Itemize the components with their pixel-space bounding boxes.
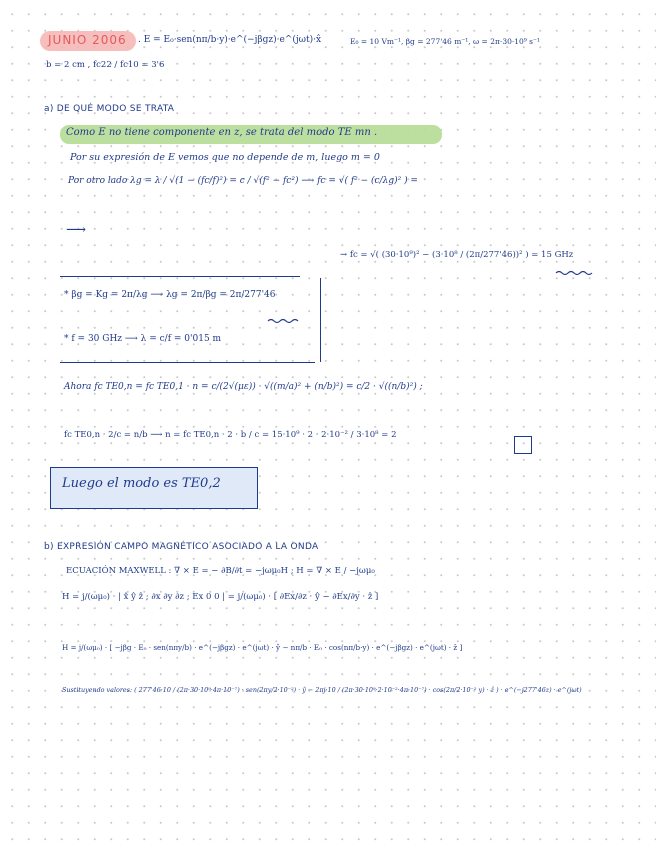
field-expression: . E = E₀·sen(nπ/b·y)·e^(−jβgz)·e^(jωt)·x̂ [138, 35, 322, 45]
highlight-text: Como E no tiene componente en z, se trata del modo TE mn . [66, 127, 378, 138]
curl-determinant: H = j/(ωμ₀) · | x̂ ŷ ẑ ; ∂x ∂y ∂z ; Ex 0 0 | = j/(ωμ₀) · [ ∂Ex/∂z · ŷ − ∂Ex/∂y · ẑ ] [62, 592, 379, 602]
line-lambda-g: Por otro lado λg = λ / √(1 − (fc/f)²) = c / √(f² − fc²) ⟶ fc = √( f² − (c/λg)² ) = [68, 176, 418, 186]
squiggle-15ghz [556, 270, 596, 276]
lambda-line: * f = 30 GHz ⟶ λ = c/f = 0'015 m [64, 334, 222, 344]
aux-box-bottom [60, 362, 315, 363]
maxwell-line: ECUACIÓN MAXWELL : ∇ × E = − ∂B/∂t = −jωμ₀H ; H = ∇ × E / −jωμ₀ [66, 566, 375, 576]
squiggle-27746 [268, 318, 298, 324]
section-b-heading: b) EXPRESIÓN CAMPO MAGNÉTICO ASOCIADO A LA ONDA [44, 542, 319, 552]
arrow-continuation: ⟶ [66, 222, 87, 238]
aux-box-right [320, 278, 321, 362]
beta-g-line: * βg = Kg = 2π/λg ⟶ λg = 2π/βg = 2π/277'46 [64, 290, 276, 300]
aux-box-top [60, 276, 300, 277]
line-m-zero: Por su expresión de E vemos que no depende de m, luego m = 0 [70, 152, 380, 163]
n-answer-box [514, 436, 532, 454]
h-expression: H = j/(ωμ₀) · [ −jβg · E₀ · sen(nπy/b) · e^(−jβgz) · e^(jωt) · ŷ − nπ/b · E₀ · cos(nπ/b·y) · e^(−jβgz) · e^(jωt) · ẑ ] [62, 643, 463, 652]
given-params: E₀ = 10 Vm⁻¹, βg = 277'46 m⁻¹, ω = 2π·30·10⁹ s⁻¹ [350, 37, 540, 46]
cutoff-relation: Ahora fc TE0,n = fc TE0,1 · n = c/(2√(με)) · √((m/a)² + (n/b)²) = c/2 · √((n/b)²) ; [64, 382, 423, 392]
substitution-line: Sustituyendo valores: ( 277'46·10 / (2π·30·10⁹·4π·10⁻⁷) · sen(2πy/2·10⁻²) · ŷ − 2πj·10 / (2π·30·10⁹·2·10⁻²·4π·10⁻⁷) · cos(2π/2·10⁻² y) · ẑ ) · e^(−j277'46z) · e^(jωt) [62, 686, 582, 694]
result-text: Luego el modo es TE0,2 [62, 476, 221, 491]
given-line2: b = 2 cm , fc22 / fc10 = 3'6 [46, 60, 165, 70]
fc-calculation: → fc = √( (30·10⁹)² − (3·10⁸ / (2π/277'46))² ) = 15 GHz [340, 250, 574, 260]
exam-title: JUNIO 2006 [48, 33, 127, 47]
n-solution: fc TE0,n · 2/c = n/b ⟶ n = fc TE0,n · 2 · b / c = 15·10⁹ · 2 · 2·10⁻² / 3·10⁸ = 2 [64, 430, 397, 440]
section-a-heading: a) DE QUÉ MODO SE TRATA [44, 104, 175, 114]
